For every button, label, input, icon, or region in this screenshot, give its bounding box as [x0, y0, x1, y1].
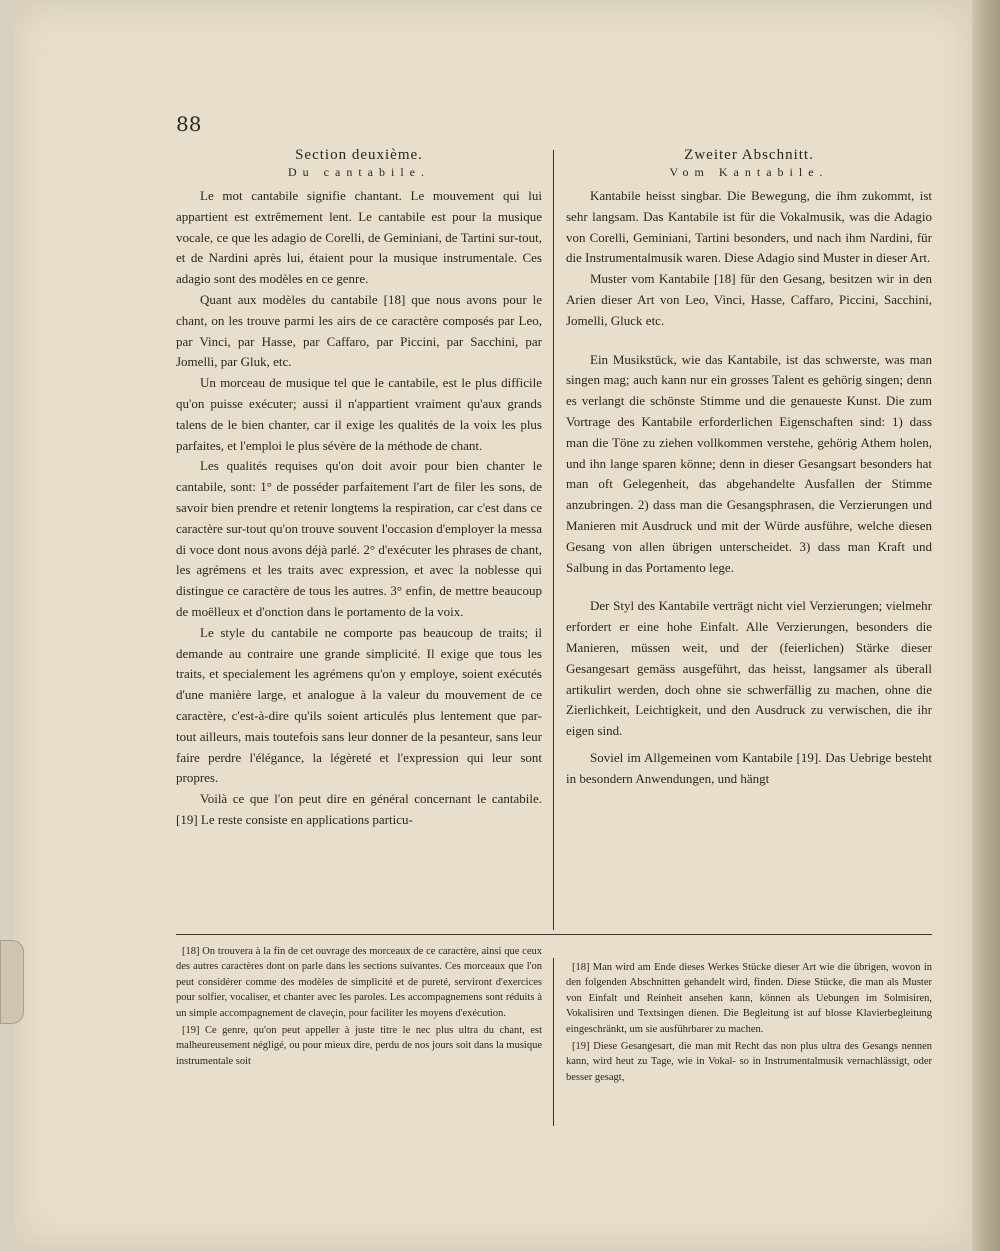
french-paragraph-4: Les qualités requises qu'on doit avoir pour bien chanter le cantabile, sont: 1° de posséder parfaitement l'art de filer les sons, de savoir bien prendre et retenir longtems la respiration, car c'est dans ce caractère sur-tout qu'on trouve souvent l'occasion d'employer la messa di voce dont nous avons déjà parlé. 2° d'exécuter les phrases de chant, les agrémens et les traits avec expression, et avec la noblesse qui distingue ce caractère de tous les autres. 3° enfin, de mettre beaucoup de moëlleux et d'onction dans le portamento de la voix. — [176, 458, 542, 619]
french-footnote-18: [18] On trouvera à la fin de cet ouvrage des morceaux de ce caractère, ainsi que ceux des autres caractères dont on parle dans les sections suivantes. Ces morceaux que l'on peut considérer comme des modèles de simplicité et de pureté, serviront d'exercices pour solfier, vocaliser, et chanter avec les paroles. Les accompagnemens sont réduits à un simple accompagnement de claveçin, pour faciliter les moyens d'exécution. — [176, 946, 542, 1019]
french-paragraph-1: Le mot cantabile signifie chantant. Le mouvement qui lui appartient est extrêmement lent. Le cantabile est pour la musique vocale, ce que les adagio de Corelli, de Geminiani, de Tartini sur-tout, et de Nardini après lui, étaient pour la musique instrumentale. Ces adagio sont des modèles en ce genre. — [176, 188, 542, 287]
french-paragraph-5: Le style du cantabile ne comporte pas beaucoup de traits; il demande au contraire une grande simplicité. Il exige que tous les traits, et specialement les agrémens qu'on y employe, soient exécutés d'une manière large, et analogue à la valeur du mouvement de ce caractère, c'est-à-dire qu'ils soient articulés plus lentement que par-tout ailleurs, mais toutefois sans leur donner de la pesanteur, sans leur faire perdre l'élégance, la légèreté et l'expression qui leur sont propres. — [176, 624, 542, 786]
german-paragraph-1: Kantabile heisst singbar. Die Bewegung, die ihm zukommt, ist sehr langsam. Das Kantabile ist für die Vokalmusik, was die Adagio von Corelli, Geminiani, Tartini besonders, und nach ihm Nardini, für die Instrumentalmusik waren. Diese Adagio sind Muster in dieser Art. — [566, 188, 932, 266]
french-heading: Section deuxième. — [295, 147, 423, 163]
german-paragraph-3: Ein Musikstück, wie das Kantabile, ist das schwerste, was man singen mag; auch kann nur ein grosses Talent es gehörig singen; denn es verlangt die schönste Stimme und die genaueste Kunst. Die zum Vortrage des Kantabile erforderlichen Eigenschaften sind: 1) dass man die Töne zu ziehen vollkommen verstehe, gehörig Athem holen, und ihn lange sparen könne; denn in dieser Gesangsart besonders hat man oft Gelegenheit, das abgehandelte Ausfallen der Stimme anzubringen. 2) dass man die Gesangsphrasen, die Verzierungen und Manieren mit Ausdruck und mit der Würde ausführe, welche diesen Gesang von allen übrigen unterscheidet. 3) dass man Kraft und Salbung in das Portamento lege. — [566, 351, 932, 575]
german-subheading: Vom Kantabile. — [669, 165, 829, 179]
german-column — [566, 146, 932, 790]
footnote-divider — [553, 958, 554, 1126]
column-divider — [553, 150, 554, 930]
page-number: 88 — [176, 112, 202, 136]
german-heading: Zweiter Abschnitt. — [684, 147, 814, 163]
footnote-rule — [176, 934, 932, 935]
german-footnote-19: [19] Diese Gesangesart, die man mit Recht das non plus ultra des Gesangs nennen kann, wird heut zu Tage, wie in Vokal- so in Instrumentalmusik vernachlässigt, oder besser gesagt, — [566, 1041, 932, 1083]
french-footnotes — [176, 944, 542, 1071]
french-paragraph-3: Un morceau de musique tel que le cantabile, est le plus difficile qu'on puisse exécuter; aussi il n'appartient vraiment qu'aux grands talens de le bien chanter, car il exige les qualités de la voix les plus parfaites, et l'emploi le plus sévère de la méthode de chant. — [176, 375, 542, 453]
german-paragraph-4: Der Styl des Kantabile verträgt nicht viel Verzierungen; vielmehr erfordert er eine hohe Einfalt. Alle Verzierungen, besonders die Manieren, müssen weit, und der (feierlichen) Stärke dieser Gesangesart gemäss ausgeführt, das heisst, langsamer als überall artikulirt werden, doch ohne sie schwerfällig zu machen, ohne die Zierlichkeit, Leichtigkeit, und den Ausdruck zu verwischen, die ihr eigen sind. — [566, 598, 932, 739]
french-paragraph-6: Voilà ce que l'on peut dire en général concernant le cantabile. [19] Le reste consiste en applications particu- — [176, 791, 542, 827]
page-edge — [972, 0, 1000, 1251]
french-paragraph-2: Quant aux modèles du cantabile [18] que nous avons pour le chant, on les trouve parmi les airs de ce caractère composés par Leo, par Vinci, par Hasse, par Caffaro, par Piccini, par Sacchini, par Jomelli, par Gluk, etc. — [176, 291, 542, 370]
german-footnote-18: [18] Man wird am Ende dieses Werkes Stücke dieser Art wie die übrigen, wovon in den folgenden Abschnitten gehandelt wird, finden. Diese Stücke, die man als Muster von Einfalt und Reinheit ansehen kann, können als Uebungen im Solmisiren, Vokalisiren und Textsingen dienen. Die Begleitung ist auf blosse Klavierbegleitung eingeschränkt, um sie ausführbarer zu machen. — [566, 962, 932, 1035]
german-paragraph-5: Soviel im Allgemeinen vom Kantabile [19]. Das Uebrige besteht in besondern Anwendungen, und hängt — [566, 749, 932, 786]
french-footnote-19: [19] Ce genre, qu'on peut appeller à juste titre le nec plus ultra du chant, est malheureusement négligé, ou pour mieux dire, perdu de nos jours soit dans la musique instrumentale soit — [176, 1025, 542, 1067]
french-column — [176, 146, 542, 831]
french-subheading: Du cantabile. — [288, 165, 430, 179]
german-paragraph-2: Muster vom Kantabile [18] für den Gesang, besitzen wir in den Arien dieser Art von Leo, Vinci, Hasse, Caffaro, Piccini, Sacchini, Jomelli, Gluck etc. — [566, 271, 932, 328]
page-tab — [0, 940, 24, 1024]
german-footnotes — [566, 960, 932, 1087]
